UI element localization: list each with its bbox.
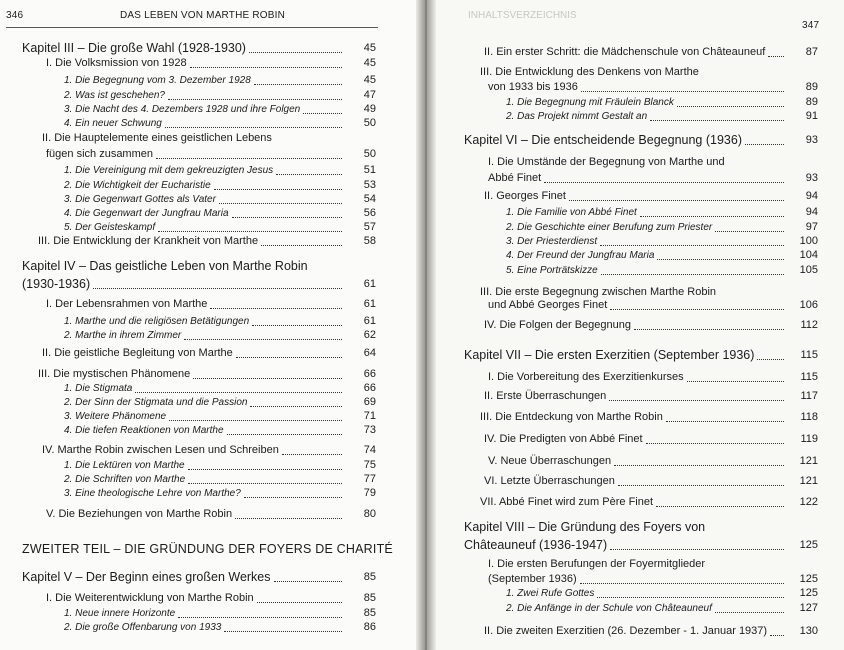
left-entry-5 (64, 116, 162, 131)
left-entry-9 (64, 178, 211, 193)
left-entry-32 (46, 591, 254, 605)
right-entry-title: II. Georges Finet (484, 190, 566, 202)
left-dot-leader (188, 469, 342, 470)
left-entry-14 (22, 259, 308, 274)
left-dot-leader (188, 483, 342, 484)
right-entry-23 (484, 474, 615, 488)
right-entry-title: I. Die Vorbereitung des Exerzitienkurses (488, 371, 684, 383)
right-entry-title: VI. Letzte Überraschungen (484, 475, 615, 487)
left-entry-page-number: 77 (363, 473, 376, 485)
right-entry-page-number: 89 (805, 96, 818, 108)
right-entry-22 (488, 454, 611, 468)
left-dot-leader (244, 497, 342, 498)
right-dot-leader (677, 106, 784, 107)
left-dot-leader (252, 325, 342, 326)
right-entry-11 (506, 234, 597, 249)
right-entry-title: 3. Der Priesterdienst (506, 236, 598, 247)
right-entry-page-number: 121 (799, 475, 818, 487)
right-entry-26 (464, 538, 607, 553)
left-entry-19 (42, 346, 233, 360)
left-entry-page-number: 61 (363, 278, 376, 290)
right-dot-leader (715, 612, 784, 613)
right-dot-leader (544, 182, 784, 183)
right-dot-leader (666, 421, 784, 422)
left-dot-leader (274, 581, 342, 582)
left-entry-page-number: 45 (363, 74, 376, 86)
left-entry-title: 3. Eine theologische Lehre von Marthe? (64, 488, 241, 499)
left-entry-29 (46, 507, 232, 521)
left-dot-leader (178, 617, 342, 618)
right-entry-title: I. Die Umstände der Begegnung von Marthe und (488, 156, 725, 168)
right-entry-page-number: 125 (799, 587, 818, 599)
left-entry-title: 2. Die große Offenbarung von 1933 (64, 622, 222, 633)
left-entry-page-number: 50 (363, 148, 376, 160)
right-entry-title: 2. Das Projekt nimmt Gestalt an (506, 111, 648, 122)
right-entry-page-number: 104 (799, 249, 818, 261)
left-dot-leader (168, 99, 342, 100)
right-entry-title: III. Die Entwicklung des Denkens von Marthe (480, 66, 699, 78)
left-entry-title: 5. Der Geisteskampf (64, 222, 156, 233)
right-entry-25 (464, 520, 705, 535)
left-entry-page-number: 71 (363, 410, 376, 422)
left-entry-28 (64, 486, 241, 501)
left-entry-title: II. Die Hauptelemente eines geistlichen Lebens (42, 132, 272, 144)
left-entry-page-number: 80 (363, 508, 376, 520)
left-entry-title: Kapitel V – Der Beginn eines großen Werkes (22, 570, 271, 584)
right-dot-leader (618, 485, 784, 486)
left-header-rule (6, 27, 378, 28)
left-dot-leader (190, 67, 342, 68)
left-entry-title: 3. Die Nacht des 4. Dezembers 1928 und ihre Folgen (64, 104, 301, 115)
left-entry-2 (64, 73, 251, 88)
right-entry-31 (484, 624, 767, 638)
right-entry-title: 1. Zwei Rufe Gottes (506, 588, 595, 599)
left-entry-title: 1. Marthe und die religiösen Betätigungen (64, 316, 250, 327)
left-entry-title: ZWEITER TEIL – DIE GRÜNDUNG DER FOYERS DE CHARITÉ (22, 542, 393, 556)
left-dot-leader (214, 189, 342, 190)
right-dot-leader (634, 329, 784, 330)
right-entry-title: Châteauneuf (1936-1947) (464, 538, 608, 552)
left-entry-page-number: 47 (363, 89, 376, 101)
left-entry-title: I. Der Lebensrahmen von Marthe (46, 298, 208, 310)
right-dot-leader (657, 259, 784, 260)
left-entry-title: III. Die Entwicklung der Krankheit von Marthe (38, 235, 259, 247)
left-entry-30 (22, 542, 393, 557)
right-entry-page-number: 130 (799, 625, 818, 637)
right-entry-title: Kapitel VIII – Die Gründung des Foyers von (464, 520, 706, 534)
left-dot-leader (276, 174, 342, 175)
right-dot-leader (581, 91, 784, 92)
right-entry-page-number: 97 (805, 221, 818, 233)
left-entry-page-number: 61 (363, 298, 376, 310)
right-entry-page-number: 115 (800, 371, 818, 383)
left-entry-page-number: 53 (363, 179, 376, 191)
right-entry-title: 2. Die Geschichte einer Berufung zum Priester (506, 222, 713, 233)
left-entry-page-number: 64 (363, 347, 376, 359)
left-entry-title: Kapitel IV – Das geistliche Leben von Marthe Robin (22, 259, 308, 273)
right-entry-page-number: 93 (805, 134, 818, 146)
right-dot-leader (656, 506, 784, 507)
left-entry-title: IV. Marthe Robin zwischen Lesen und Schreiben (42, 444, 279, 456)
left-entry-title: fügen sich zusammen (46, 148, 153, 160)
left-entry-page-number: 57 (363, 221, 376, 233)
left-entry-page-number: 49 (363, 103, 376, 115)
right-entry-title: III. Die erste Begegnung zwischen Marthe Robin (480, 286, 717, 298)
right-entry-page-number: 121 (799, 455, 818, 467)
left-entry-title: 3. Die Gegenwart Gottes als Vater (64, 194, 216, 205)
right-entry-8 (484, 189, 566, 203)
right-dot-leader (768, 56, 784, 57)
left-entry-title: 2. Der Sinn der Stigmata und die Passion (64, 397, 248, 408)
left-entry-10 (64, 192, 216, 207)
right-entry-13 (506, 263, 598, 278)
right-entry-3 (506, 95, 674, 110)
right-page (428, 0, 844, 650)
left-entry-page-number: 66 (363, 368, 376, 380)
right-entry-title: III. Die Entdeckung von Marthe Robin (480, 411, 663, 423)
right-entry-page-number: 89 (805, 81, 818, 93)
book-gutter (416, 0, 436, 650)
left-entry-22 (64, 395, 247, 410)
right-entry-title: IV. Die Predigten von Abbé Finet (484, 433, 643, 445)
right-entry-page-number: 112 (800, 319, 818, 331)
right-dot-leader (601, 274, 784, 275)
left-entry-33 (64, 606, 175, 621)
right-entry-17 (464, 348, 754, 363)
left-entry-page-number: 56 (363, 207, 376, 219)
left-entry-23 (64, 409, 166, 424)
left-entry-page-number: 45 (363, 42, 376, 54)
right-entry-20 (480, 410, 663, 424)
left-dot-leader (250, 406, 342, 407)
left-dot-leader (210, 308, 342, 309)
right-entry-title: II. Erste Überraschungen (484, 390, 607, 402)
left-entry-title: (1930-1936) (22, 277, 91, 291)
right-entry-title: IV. Die Folgen der Begegnung (484, 319, 631, 331)
right-page-number: 347 (802, 20, 820, 31)
right-entry-15 (488, 298, 607, 312)
right-dot-leader (757, 359, 784, 360)
right-entry-page-number: 125 (799, 539, 818, 551)
left-entry-title: 4. Ein neuer Schwung (64, 118, 162, 129)
right-dot-leader (597, 597, 784, 598)
right-entry-10 (506, 220, 712, 235)
right-entry-page-number: 94 (805, 190, 818, 202)
left-entry-13 (38, 234, 258, 248)
left-entry-title: I. Die Weiterentwicklung von Marthe Robin (46, 592, 254, 604)
right-entry-5 (464, 133, 742, 148)
right-running-head: INHALTSVERZEICHNIS (468, 10, 577, 21)
left-entry-20 (38, 367, 190, 381)
left-entry-title: Kapitel III – Die große Wahl (1928-1930) (22, 41, 246, 55)
right-entry-title: Kapitel VI – Die entscheidende Begegnung (1936) (464, 133, 742, 147)
left-entry-page-number: 54 (363, 193, 376, 205)
right-dot-leader (646, 443, 784, 444)
left-entry-title: 2. Marthe in ihrem Zimmer (64, 330, 182, 341)
left-entry-18 (64, 328, 181, 343)
left-entry-title: 1. Die Begegnung vom 3. Dezember 1928 (64, 75, 251, 86)
right-entry-title: (September 1936) (488, 573, 577, 585)
left-entry-34 (64, 620, 221, 635)
right-dot-leader (640, 216, 784, 217)
left-entry-21 (64, 381, 132, 396)
left-dot-leader (193, 378, 342, 379)
left-entry-1 (46, 56, 187, 70)
left-entry-title: 1. Die Stigmata (64, 383, 133, 394)
left-entry-0 (22, 41, 246, 56)
left-entry-title: 1. Neue innere Horizonte (64, 608, 176, 619)
left-entry-15 (22, 277, 90, 292)
left-entry-25 (42, 443, 279, 457)
right-entry-title: und Abbé Georges Finet (488, 299, 608, 311)
right-entry-1 (480, 65, 699, 79)
left-dot-leader (224, 631, 342, 632)
right-dot-leader (770, 635, 784, 636)
left-entry-title: 1. Die Vereinigung mit dem gekreuzigten Jesus (64, 165, 274, 176)
right-entry-title: Abbé Finet (488, 172, 542, 184)
left-entry-title: 3. Weitere Phänomene (64, 411, 167, 422)
left-entry-page-number: 61 (363, 315, 376, 327)
left-entry-title: 2. Was ist geschehen? (64, 90, 165, 101)
right-entry-title: VII. Abbé Finet wird zum Père Finet (480, 496, 654, 508)
right-entry-page-number: 118 (800, 411, 818, 423)
left-dot-leader (169, 420, 342, 421)
left-dot-leader (254, 84, 342, 85)
right-dot-leader (580, 583, 784, 584)
right-dot-leader (610, 549, 784, 550)
left-entry-7 (46, 147, 153, 161)
left-page-number: 346 (6, 10, 24, 21)
right-entry-title: 1. Die Familie von Abbé Finet (506, 207, 637, 218)
left-entry-title: III. Die mystischen Phänomene (38, 368, 191, 380)
right-entry-page-number: 94 (805, 206, 818, 218)
left-entry-page-number: 51 (363, 164, 376, 176)
right-entry-page-number: 115 (800, 349, 818, 361)
left-dot-leader (165, 127, 342, 128)
right-entry-page-number: 93 (805, 172, 818, 184)
left-entry-26 (64, 458, 185, 473)
right-entry-page-number: 122 (799, 496, 818, 508)
left-entry-title: I. Die Volksmission von 1928 (46, 57, 187, 69)
right-entry-title: I. Die ersten Berufungen der Foyermitglieder (488, 558, 706, 570)
left-entry-11 (64, 206, 229, 221)
left-entry-title: 4. Die tiefen Reaktionen von Marthe (64, 425, 224, 436)
left-dot-leader (303, 113, 342, 114)
right-entry-title: 4. Der Freund der Jungfrau Maria (506, 250, 655, 261)
left-dot-leader (261, 245, 342, 246)
left-dot-leader (235, 518, 342, 519)
left-dot-leader (184, 339, 342, 340)
left-entry-title: 2. Die Schriften von Marthe (64, 474, 186, 485)
right-dot-leader (745, 144, 784, 145)
right-entry-page-number: 119 (800, 433, 818, 445)
left-dot-leader (236, 357, 342, 358)
right-entry-4 (506, 109, 647, 124)
left-dot-leader (135, 392, 342, 393)
left-entry-27 (64, 472, 185, 487)
left-entry-16 (46, 297, 207, 311)
right-entry-21 (484, 432, 643, 446)
right-entry-title: 2. Die Anfänge in der Schule von Châteauneuf (506, 603, 712, 614)
right-dot-leader (650, 120, 784, 121)
right-entry-title: V. Neue Überraschungen (488, 455, 612, 467)
left-entry-3 (64, 88, 165, 103)
left-entry-title: 2. Die Wichtigkeit der Eucharistie (64, 180, 211, 191)
right-entry-page-number: 106 (799, 299, 818, 311)
left-entry-page-number: 85 (363, 592, 376, 604)
left-dot-leader (219, 203, 342, 204)
left-entry-title: II. Die geistliche Begleitung von Marthe (42, 347, 233, 359)
left-running-head: DAS LEBEN VON MARTHE ROBIN (120, 10, 286, 21)
right-entry-12 (506, 248, 654, 263)
left-entry-6 (42, 131, 272, 145)
right-entry-14 (480, 285, 716, 299)
left-entry-17 (64, 314, 249, 329)
left-entry-page-number: 50 (363, 117, 376, 129)
left-dot-leader (93, 288, 342, 289)
right-entry-18 (488, 370, 684, 384)
right-entry-page-number: 105 (799, 264, 818, 276)
right-entry-6 (488, 155, 725, 169)
right-entry-28 (488, 572, 577, 586)
right-entry-page-number: 87 (805, 46, 818, 58)
right-dot-leader (614, 465, 784, 466)
left-entry-page-number: 85 (363, 571, 376, 583)
left-dot-leader (257, 602, 342, 603)
right-entry-30 (506, 601, 712, 616)
right-entry-7 (488, 171, 541, 185)
right-entry-page-number: 125 (799, 573, 818, 585)
right-dot-leader (600, 245, 784, 246)
left-entry-title: V. Die Beziehungen von Marthe Robin (46, 508, 233, 520)
left-entry-title: 1. Die Lektüren von Marthe (64, 460, 185, 471)
right-dot-leader (609, 400, 784, 401)
right-entry-title: II. Ein erster Schritt: die Mädchenschule von Châteauneuf (484, 46, 766, 58)
left-entry-page-number: 79 (363, 487, 376, 499)
right-dot-leader (687, 381, 784, 382)
right-entry-title: II. Die zweiten Exerzitien (26. Dezember - 1. Januar 1937) (484, 625, 768, 637)
left-entry-page-number: 69 (363, 396, 376, 408)
right-entry-27 (488, 557, 705, 571)
left-entry-page-number: 58 (363, 235, 376, 247)
left-entry-page-number: 66 (363, 382, 376, 394)
right-entry-24 (480, 495, 653, 509)
right-entry-page-number: 117 (800, 390, 818, 402)
left-dot-leader (156, 158, 342, 159)
right-entry-9 (506, 205, 637, 220)
right-entry-page-number: 100 (799, 235, 818, 247)
right-entry-page-number: 91 (805, 110, 818, 122)
left-dot-leader (227, 434, 342, 435)
left-entry-4 (64, 102, 300, 117)
left-entry-page-number: 73 (363, 424, 376, 436)
left-dot-leader (158, 231, 342, 232)
right-dot-leader (569, 200, 784, 201)
left-entry-page-number: 45 (363, 57, 376, 69)
right-entry-title: von 1933 bis 1936 (488, 81, 578, 93)
right-entry-0 (484, 45, 765, 59)
left-dot-leader (282, 454, 342, 455)
left-entry-page-number: 74 (363, 444, 376, 456)
right-entry-2 (488, 80, 578, 94)
left-entry-page-number: 85 (363, 607, 376, 619)
right-dot-leader (715, 231, 784, 232)
left-entry-page-number: 75 (363, 459, 376, 471)
left-dot-leader (249, 52, 342, 53)
right-entry-19 (484, 389, 606, 403)
left-entry-title: 4. Die Gegenwart der Jungfrau Maria (64, 208, 229, 219)
right-dot-leader (610, 309, 784, 310)
left-entry-8 (64, 163, 273, 178)
left-entry-31 (22, 570, 271, 585)
right-entry-title: 5. Eine Porträtskizze (506, 265, 598, 276)
right-entry-title: Kapitel VII – Die ersten Exerzitien (September 1936) (464, 348, 755, 362)
right-entry-title: 1. Die Begegnung mit Fräulein Blanck (506, 97, 674, 108)
right-entry-29 (506, 586, 594, 601)
left-dot-leader (232, 217, 342, 218)
left-entry-page-number: 86 (363, 621, 376, 633)
right-entry-page-number: 127 (799, 602, 818, 614)
left-entry-12 (64, 220, 155, 235)
left-entry-24 (64, 423, 224, 438)
left-entry-page-number: 62 (363, 329, 376, 341)
right-entry-16 (484, 318, 631, 332)
